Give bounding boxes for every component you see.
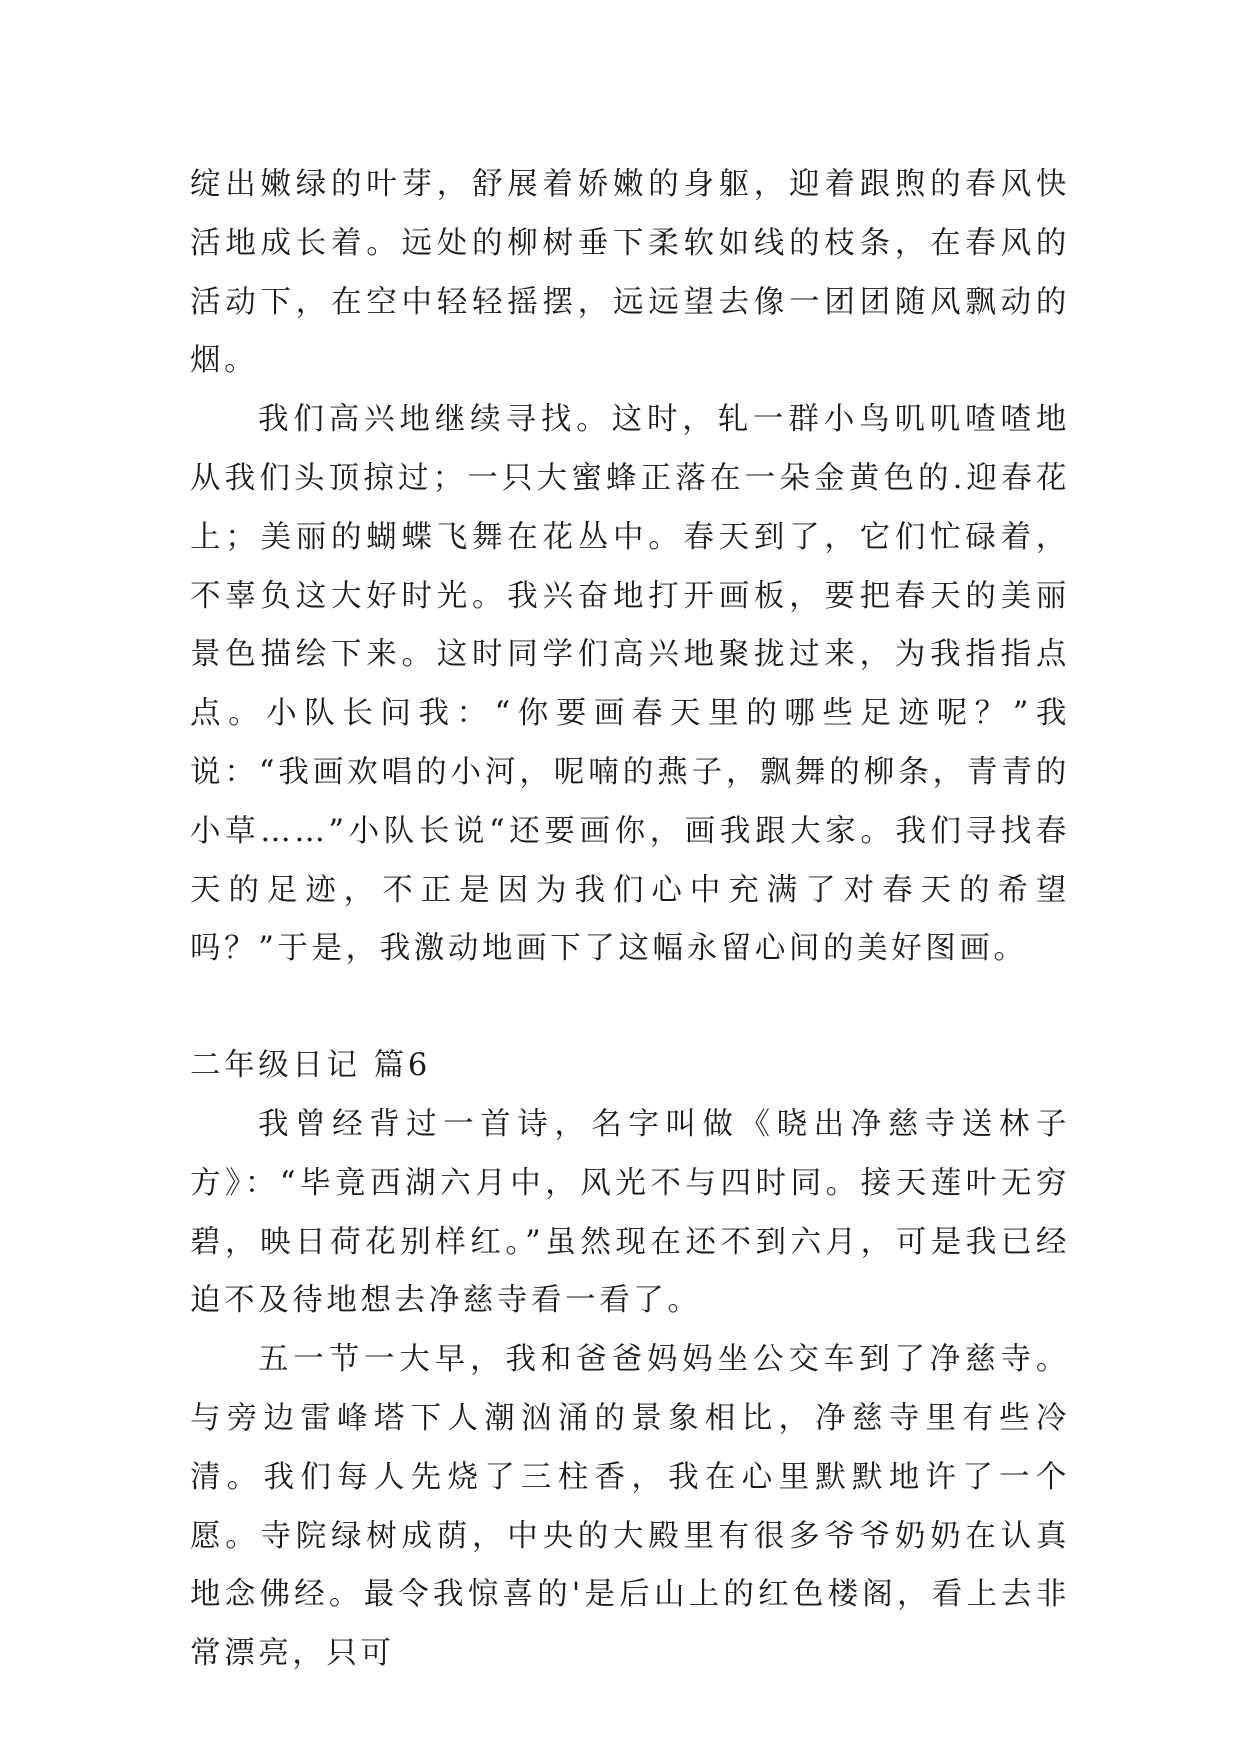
paragraph-search-spring: 我们高兴地继续寻找。这时，轧一群小鸟叽叽喳喳地从我们头顶掠过；一只大蜜蜂正落在一朵金黄色的.迎春花上；美丽的蝴蝶飞舞在花丛中。春天到了，它们忙碌着，不辜负这大好时光。我兴奋地打开画板，要把春天的美丽景色描绘下来。这时同学们高兴地聚拢过来，为我指指点点。小队长问我：“你要画春天里的哪些足迹呢？”我说：“我画欢唱的小河，呢喃的燕子，飘舞的柳条，青青的小草……”小队长说“还要画你，画我跟大家。我们寻找春天的足迹，不正是因为我们心中充满了对春天的希望吗？”于是，我激动地画下了这幅永留心间的美好图画。 <box>190 402 1070 967</box>
paragraph-poem: 我曾经背过一首诗，名字叫做《晓出净慈寺送林子方》：“毕竟西湖六月中，风光不与四时同。接天莲叶无穷碧，映日荷花别样红。”虽然现在还不到六月，可是我已经迫不及待地想去净慈寺看一看了。 <box>190 1106 1070 1319</box>
document-page <box>190 156 1070 1684</box>
paragraph-may-day: 五一节一大早，我和爸爸妈妈坐公交车到了净慈寺。与旁边雷峰塔下人潮汹涌的景象相比，净慈寺里有些冷清。我们每人先烧了三柱香，我在心里默默地许了一个愿。寺院绿树成荫，中央的大殿里有很多爷爷奶奶在认真地念佛经。最令我惊喜的'是后山上的红色楼阁，看上去非常漂亮，只可 <box>190 1342 1070 1672</box>
section-gap <box>190 979 1070 1037</box>
diary-heading: 二年级日记 篇6 <box>190 1048 431 1084</box>
paragraph-continuation: 绽出嫩绿的叶芽，舒展着娇嫩的身躯，迎着跟煦的春风快活地成长着。远处的柳树垂下柔软如线的枝条，在春风的活动下，在空中轻轻摇摆，远远望去像一团团随风飘动的烟。 <box>190 167 1070 379</box>
